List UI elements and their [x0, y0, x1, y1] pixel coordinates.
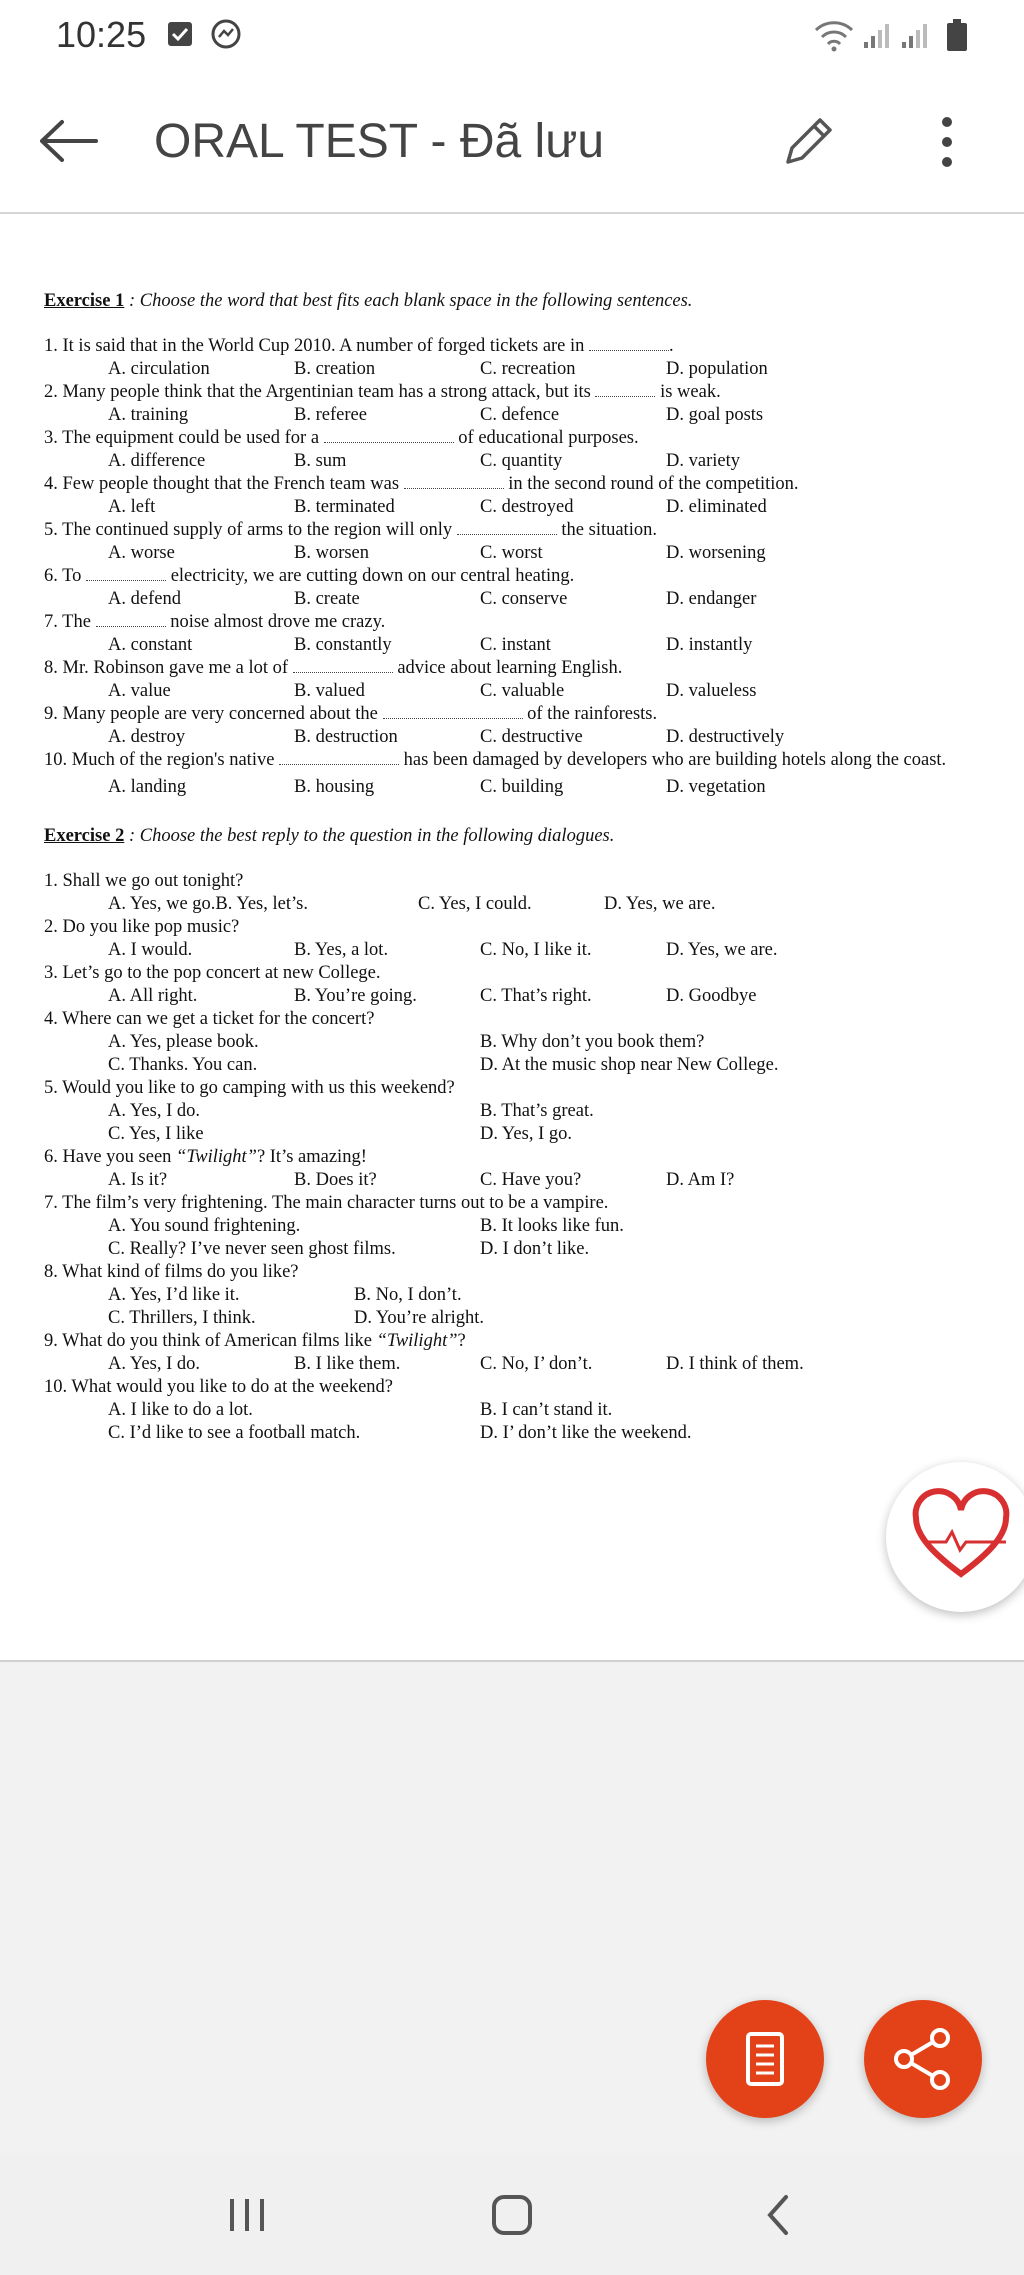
option-b: B. That’s great.	[480, 1101, 594, 1121]
dialogue-question	[44, 916, 994, 939]
back-arrow-icon[interactable]	[38, 116, 100, 171]
option-a: A. defend	[108, 589, 181, 609]
option-d: D. I don’t like.	[480, 1239, 590, 1259]
dialogue-text: 3. Let’s go to the pop concert at new College.	[44, 963, 381, 983]
option-d: D. destructively	[666, 727, 785, 747]
option-a: A. left	[108, 497, 156, 517]
question-suffix: advice about learning English.	[392, 658, 623, 678]
answer-blank	[383, 704, 523, 719]
dialogue-text: 4. Where can we get a ticket for the concert?	[44, 1009, 375, 1029]
question-suffix: of the rainforests.	[522, 704, 658, 724]
option-c: D. Yes, we are.	[604, 894, 716, 914]
question-text	[44, 519, 994, 542]
option-b: B. constantly	[294, 635, 392, 655]
dialogue-row	[44, 1146, 994, 1192]
question-prefix: 2. Many people think that the Argentinian team has a strong attack, but its	[44, 382, 596, 402]
option-b: B. Does it?	[294, 1170, 377, 1190]
status-bar	[0, 0, 1024, 72]
answer-blank	[279, 750, 399, 765]
option-row	[44, 1215, 994, 1238]
question-prefix: 9. Many people are very concerned about the	[44, 704, 383, 724]
option-b: B. worsen	[294, 543, 370, 563]
option-row	[44, 1169, 994, 1192]
option-c: C. Thanks. You can.	[108, 1055, 258, 1075]
dialogue-text: 1. Shall we go out tonight?	[44, 871, 244, 891]
option-b: B. creation	[294, 359, 376, 379]
question-suffix: of educational purposes.	[453, 428, 639, 448]
option-d: D. eliminated	[666, 497, 767, 517]
option-row	[44, 1399, 994, 1422]
option-row	[44, 404, 994, 427]
option-a: A. Is it?	[108, 1170, 168, 1190]
home-icon[interactable]	[490, 2193, 534, 2242]
option-row	[44, 588, 994, 611]
option-a: A. I like to do a lot.	[108, 1400, 253, 1420]
dialogue-row	[44, 1261, 994, 1330]
option-row	[44, 726, 994, 749]
status-time: 10:25	[56, 14, 147, 55]
heart-pulse-icon	[886, 1462, 1024, 1612]
option-c: C. No, I’ don’t.	[480, 1354, 593, 1374]
option-row	[44, 358, 994, 381]
option-row	[44, 542, 994, 565]
option-a: A. worse	[108, 543, 175, 563]
option-b: B. sum	[294, 451, 347, 471]
option-row	[44, 450, 994, 473]
option-d: D. Yes, we are.	[666, 940, 778, 960]
option-b: B. housing	[294, 777, 375, 797]
question-row	[44, 565, 994, 611]
dialogue-question	[44, 1077, 994, 1100]
document-icon	[706, 2000, 824, 2118]
question-row	[44, 519, 994, 565]
question-suffix: the situation.	[556, 520, 657, 540]
option-c: C. Really? I’ve never seen ghost films.	[108, 1239, 396, 1259]
question-row	[44, 473, 994, 519]
answer-blank	[595, 382, 655, 397]
option-row	[44, 1054, 994, 1077]
question-row	[44, 427, 994, 473]
question-text	[44, 749, 994, 772]
option-a: A. difference	[108, 451, 206, 471]
question-prefix: 4. Few people thought that the French team was	[44, 474, 404, 494]
question-row	[44, 611, 994, 657]
exercise-2-label: Exercise 2	[44, 826, 125, 846]
navigation-bar	[0, 2155, 1024, 2275]
option-c: C. quantity	[480, 451, 563, 471]
question-suffix: has been damaged by developers who are building hotels along the coast.	[399, 750, 947, 770]
dialogue-text: 7. The film’s very frightening. The main character turns out to be a vampire.	[44, 1193, 609, 1213]
question-text	[44, 611, 994, 634]
option-c: C. conserve	[480, 589, 568, 609]
option-d: D. I think of them.	[666, 1354, 804, 1374]
dialogue-text-end: ?	[457, 1331, 466, 1351]
option-a: A. destroy	[108, 727, 186, 747]
option-a: A. training	[108, 405, 189, 425]
question-row	[44, 657, 994, 703]
option-d: D. valueless	[666, 681, 757, 701]
document-title: ORAL TEST - Đã lưu	[154, 115, 605, 168]
question-text	[44, 703, 994, 726]
question-row	[44, 703, 994, 749]
question-suffix: electricity, we are cutting down on our central heating.	[166, 566, 575, 586]
option-d: D. Am I?	[666, 1170, 735, 1190]
option-c: C. Have you?	[480, 1170, 582, 1190]
option-d: D. endanger	[666, 589, 757, 609]
option-a: A. Yes, please book.	[108, 1032, 259, 1052]
dialogue-row	[44, 1192, 994, 1261]
option-a: A. value	[108, 681, 171, 701]
exercise-1-header	[44, 290, 994, 313]
option-row	[44, 1123, 994, 1146]
answer-blank	[86, 566, 166, 581]
question-prefix: 1. It is said that in the World Cup 2010. A number of forged tickets are in	[44, 336, 590, 356]
option-d: D. worsening	[666, 543, 766, 563]
option-c: C. That’s right.	[480, 986, 592, 1006]
dialogue-question	[44, 1146, 994, 1169]
option-row	[44, 1238, 994, 1261]
health-heart-button[interactable]	[886, 1462, 1024, 1612]
question-text	[44, 381, 994, 404]
dialogue-text: 9. What do you think of American films like	[44, 1331, 377, 1351]
exercise-2-header	[44, 825, 994, 848]
option-c: C. destructive	[480, 727, 583, 747]
option-d: D. Goodbye	[666, 986, 757, 1006]
recent-apps-icon[interactable]	[226, 2195, 268, 2240]
dialogue-question	[44, 962, 994, 985]
dialogue-question	[44, 1376, 994, 1399]
question-text	[44, 657, 994, 680]
option-a: A. Yes, I do.	[108, 1354, 201, 1374]
dialogue-row	[44, 916, 994, 962]
option-b: B. It looks like fun.	[480, 1216, 624, 1236]
option-b: B. Why don’t you book them?	[480, 1032, 705, 1052]
back-nav-icon[interactable]	[764, 2193, 794, 2242]
question-text	[44, 473, 994, 496]
option-row	[44, 496, 994, 519]
messenger-icon	[210, 18, 242, 55]
option-a: A. I would.	[108, 940, 193, 960]
question-row	[44, 749, 994, 799]
question-prefix: 7. The	[44, 612, 96, 632]
option-d: D. You’re alright.	[354, 1308, 485, 1328]
film-title: “Twilight”	[376, 1331, 458, 1351]
dialogue-text: 5. Would you like to go camping with us this weekend?	[44, 1078, 455, 1098]
option-d: D. vegetation	[666, 777, 766, 797]
dialogue-text: 2. Do you like pop music?	[44, 917, 240, 937]
option-a: A. Yes, I’d like it.	[108, 1285, 240, 1305]
option-b: B. create	[294, 589, 360, 609]
option-b: B. Yes, a lot.	[294, 940, 389, 960]
option-c: C. building	[480, 777, 564, 797]
question-suffix: .	[669, 336, 674, 356]
share-icon	[864, 2000, 982, 2118]
option-c: C. Thrillers, I think.	[108, 1308, 256, 1328]
question-suffix: in the second round of the competition.	[503, 474, 799, 494]
dialogue-row	[44, 870, 994, 916]
option-row	[44, 1353, 994, 1376]
dialogue-text-end: ? It’s amazing!	[256, 1147, 367, 1167]
option-b: C. Yes, I could.	[418, 894, 532, 914]
option-b: B. referee	[294, 405, 367, 425]
option-b: B. valued	[294, 681, 365, 701]
dialogue-question	[44, 1330, 994, 1353]
film-title: “Twilight”	[176, 1147, 257, 1167]
option-d: D. At the music shop near New College.	[480, 1055, 779, 1075]
question-text	[44, 335, 994, 358]
option-row	[44, 985, 994, 1008]
option-row	[44, 1284, 994, 1307]
option-d: D. population	[666, 359, 768, 379]
app-bar	[0, 72, 1024, 214]
option-c: C. Yes, I like	[108, 1124, 204, 1144]
answer-blank	[404, 474, 504, 489]
read-mode-button[interactable]	[706, 2000, 824, 2118]
option-row	[44, 776, 994, 799]
option-b: B. I like them.	[294, 1354, 401, 1374]
option-row	[44, 1031, 994, 1054]
option-b: B. destruction	[294, 727, 398, 747]
option-c: C. worst	[480, 543, 543, 563]
option-d: D. instantly	[666, 635, 753, 655]
dialogue-text: 10. What would you like to do at the weekend?	[44, 1377, 394, 1397]
exercise-2-questions	[44, 870, 994, 1445]
option-b: B. You’re going.	[294, 986, 417, 1006]
option-d: D. variety	[666, 451, 740, 471]
question-text	[44, 427, 994, 450]
option-c: C. No, I like it.	[480, 940, 592, 960]
option-row	[44, 893, 994, 916]
option-b: B. terminated	[294, 497, 395, 517]
question-prefix: 10. Much of the region's native	[44, 750, 280, 770]
question-prefix: 3. The equipment could be used for a	[44, 428, 324, 448]
option-row	[44, 1100, 994, 1123]
option-row	[44, 1307, 994, 1330]
exercise-1-instruction: : Choose the word that best fits each blank space in the following sentences.	[128, 291, 693, 311]
battery-icon	[946, 18, 968, 57]
dialogue-question	[44, 870, 994, 893]
option-c: C. destroyed	[480, 497, 574, 517]
option-a: A. landing	[108, 777, 187, 797]
dialogue-row	[44, 1330, 994, 1376]
dialogue-text: 8. What kind of films do you like?	[44, 1262, 299, 1282]
answer-blank	[96, 612, 166, 627]
option-row	[44, 634, 994, 657]
exercise-1-questions	[44, 335, 994, 799]
exercise-2-instruction: : Choose the best reply to the question in the following dialogues.	[128, 826, 615, 846]
answer-blank	[324, 428, 454, 443]
edit-pencil-icon[interactable]	[778, 112, 838, 177]
option-d: D. goal posts	[666, 405, 764, 425]
option-row	[44, 1422, 994, 1445]
answer-blank	[293, 658, 393, 673]
answer-blank	[589, 336, 669, 351]
document-content	[44, 276, 994, 1445]
option-row	[44, 680, 994, 703]
option-d: D. I’ don’t like the weekend.	[480, 1423, 692, 1443]
question-prefix: 5. The continued supply of arms to the region will only	[44, 520, 457, 540]
dialogue-row	[44, 1077, 994, 1146]
option-a: A. All right.	[108, 986, 198, 1006]
option-b: B. No, I don’t.	[354, 1285, 462, 1305]
dialogue-question	[44, 1008, 994, 1031]
option-c: C. valuable	[480, 681, 565, 701]
question-prefix: 8. Mr. Robinson gave me a lot of	[44, 658, 293, 678]
option-b: B. I can’t stand it.	[480, 1400, 613, 1420]
dialogue-row	[44, 1008, 994, 1077]
wifi-icon	[812, 18, 856, 57]
signal-1-icon	[862, 20, 892, 55]
question-text	[44, 565, 994, 588]
exercise-1-label: Exercise 1	[44, 291, 125, 311]
option-a: A. Yes, I do.	[108, 1101, 201, 1121]
dialogue-row	[44, 1376, 994, 1445]
question-suffix: is weak.	[655, 382, 721, 402]
option-d: D. Yes, I go.	[480, 1124, 573, 1144]
option-c: C. instant	[480, 635, 551, 655]
dialogue-question	[44, 1192, 994, 1215]
option-a: A. circulation	[108, 359, 210, 379]
option-row	[44, 939, 994, 962]
answer-blank	[457, 520, 557, 535]
more-options-icon[interactable]	[932, 112, 962, 177]
dialogue-question	[44, 1261, 994, 1284]
option-c: C. I’d like to see a football match.	[108, 1423, 361, 1443]
question-row	[44, 381, 994, 427]
option-a: A. Yes, we go.B. Yes, let’s.	[108, 894, 308, 914]
question-row	[44, 335, 994, 381]
question-suffix: noise almost drove me crazy.	[165, 612, 386, 632]
document-page[interactable]	[0, 214, 1024, 1662]
option-a: A. constant	[108, 635, 193, 655]
dialogue-row	[44, 962, 994, 1008]
gallery-notification-icon	[166, 20, 194, 53]
option-c: C. recreation	[480, 359, 576, 379]
signal-2-icon	[900, 20, 930, 55]
question-prefix: 6. To	[44, 566, 87, 586]
share-button[interactable]	[864, 2000, 982, 2118]
dialogue-text: 6. Have you seen	[44, 1147, 177, 1167]
option-a: A. You sound frightening.	[108, 1216, 301, 1236]
option-c: C. defence	[480, 405, 560, 425]
